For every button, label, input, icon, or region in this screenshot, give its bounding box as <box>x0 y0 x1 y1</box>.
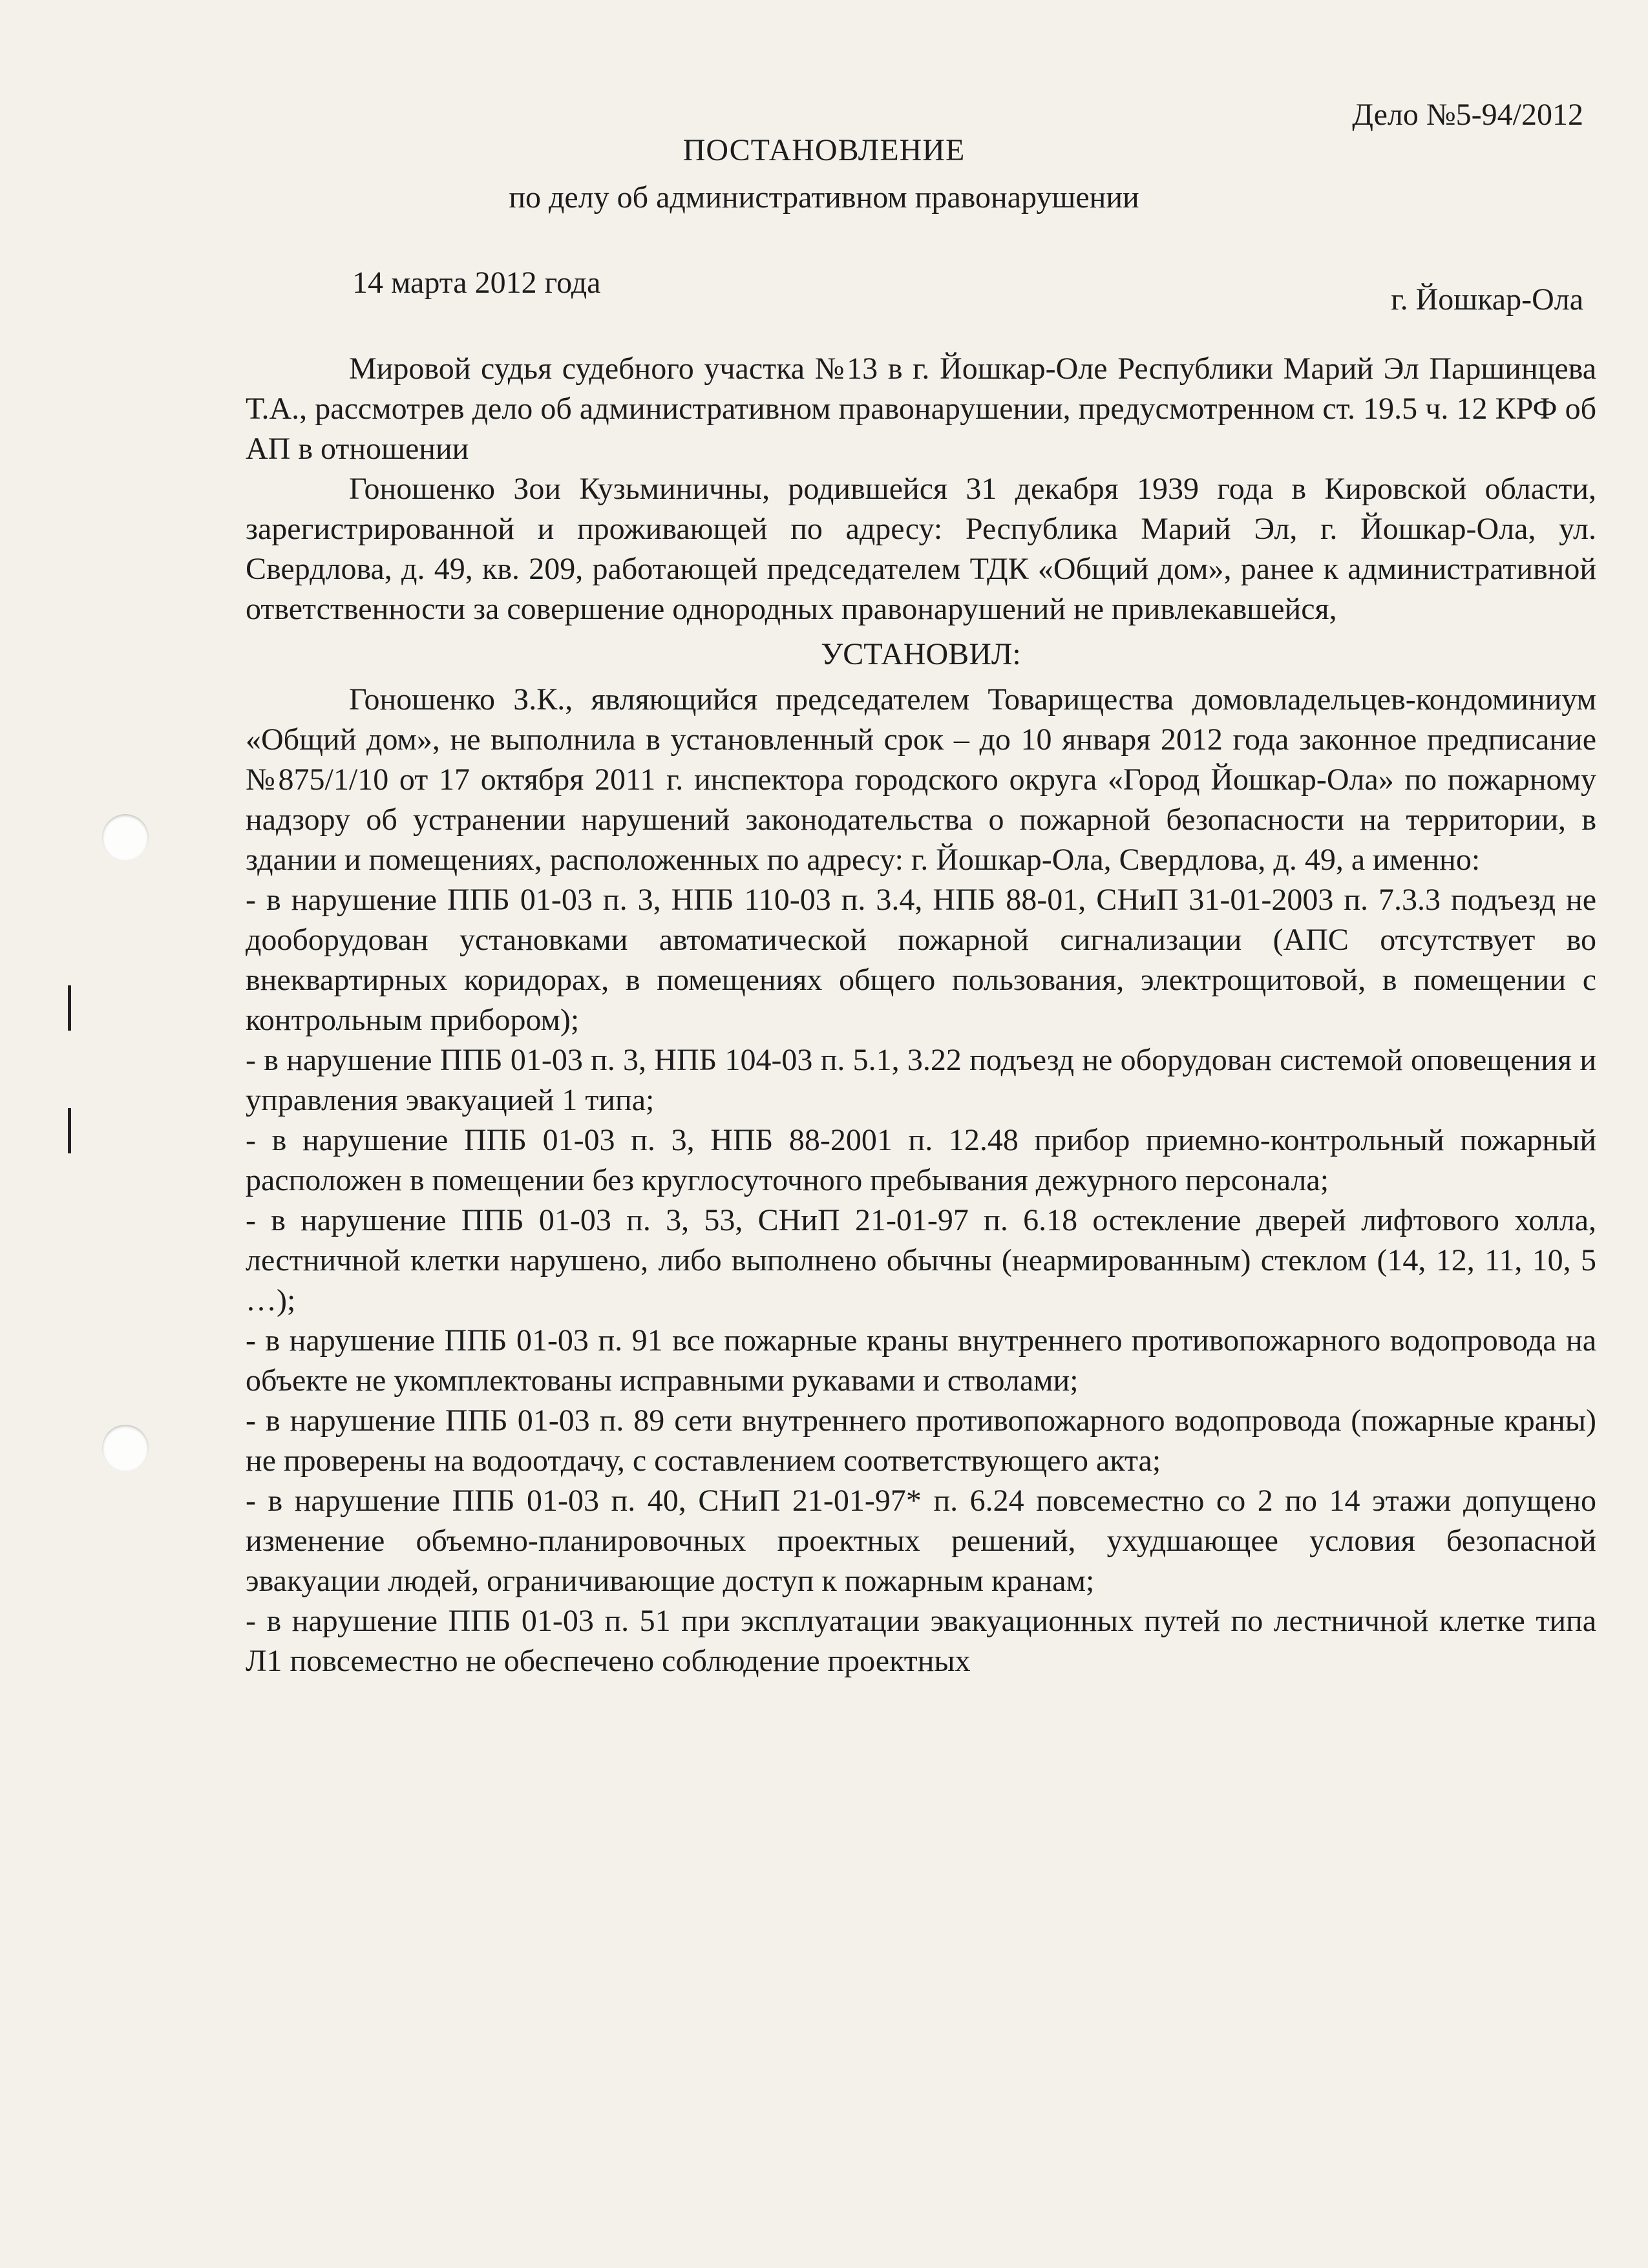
violation-item: - в нарушение ППБ 01-03 п. 3, 53, СНиП 21-01-97 п. 6.18 остекление дверей лифтового холла, лестничной клетки нарушено, либо выполнено обычны (неармированным) стеклом (14, 12, 11, 10, 5 …); <box>246 1203 1596 1318</box>
decision-city: г. Йошкар-Ола <box>1391 282 1583 317</box>
margin-mark <box>68 1108 71 1153</box>
decision-date: 14 марта 2012 года <box>352 266 601 300</box>
document-title: ПОСТАНОВЛЕНИЕ <box>682 133 966 167</box>
case-number: Дело №5-94/2012 <box>1352 98 1583 132</box>
document-body <box>246 349 1596 1681</box>
document-subtitle: по делу об административном правонарушении <box>509 180 1139 215</box>
violation-item: - в нарушение ППБ 01-03 п. 3, НПБ 110-03 п. 3.4, НПБ 88-01, СНиП 31-01-2003 п. 7.3.3 подъезд не дооборудован установками автоматической пожарной сигнализации (АПС отсутствует во внеквартирных коридорах, в помещениях общего пользования, электрощитовой, в помещении с контрольным прибором); <box>246 883 1596 1037</box>
violation-item: - в нарушение ППБ 01-03 п. 51 при эксплуатации эвакуационных путей по лестничной клетке типа Л1 повсеместно не обеспечено соблюдение проектных <box>246 1604 1596 1678</box>
punch-hole <box>102 814 149 861</box>
margin-mark <box>68 985 71 1031</box>
violation-item: - в нарушение ППБ 01-03 п. 3, НПБ 88-2001 п. 12.48 прибор приемно-контрольный пожарный расположен в помещении без круглосуточного пребывания дежурного персонала; <box>246 1123 1596 1197</box>
punch-hole <box>102 1425 149 1471</box>
section-heading: УСТАНОВИЛ: <box>821 637 1021 671</box>
violation-item: - в нарушение ППБ 01-03 п. 91 все пожарные краны внутреннего противопожарного водопровода на объекте не укомплектованы исправными рукавами и стволами; <box>246 1323 1596 1398</box>
violation-item: - в нарушение ППБ 01-03 п. 3, НПБ 104-03 п. 5.1, 3.22 подъезд не оборудован системой оповещения и управления эвакуацией 1 типа; <box>246 1043 1596 1117</box>
violation-item: - в нарушение ППБ 01-03 п. 89 сети внутреннего противопожарного водопровода (пожарные краны) не проверены на водоотдачу, с составлением соответствующего акта; <box>246 1403 1596 1478</box>
defendant-paragraph: Гоношенко Зои Кузьминичны, родившейся 31 декабря 1939 года в Кировской области, зарегистрированной и проживающей по адресу: Республика Марий Эл, г. Йошкар-Ола, ул. Свердлова, д. 49, кв. 209, работающей председателем ТДК «Общий дом», ранее к административной ответственности за совершение однородных правонарушений не привлекавшейся, <box>246 472 1596 626</box>
intro-paragraph: Мировой судья судебного участка №13 в г. Йошкар-Оле Республики Марий Эл Паршинцева Т.А., рассмотрев дело об административном правонарушении, предусмотренном ст. 19.5 ч. 12 КРФ об АП в отношении <box>246 352 1596 466</box>
established-paragraph: Гоношенко З.К., являющийся председателем Товарищества домовладельцев-кондоминиум «Общий дом», не выполнила в установленный срок – до 10 января 2012 года законное предписание №875/1/10 от 17 октября 2011 г. инспектора городского округа «Город Йошкар-Ола» по пожарному надзору об устранении нарушений законодательства о пожарной безопасности на территории, в здании и помещениях, расположенных по адресу: г. Йошкар-Ола, Свердлова, д. 49, а именно: <box>246 682 1596 877</box>
violation-item: - в нарушение ППБ 01-03 п. 40, СНиП 21-01-97* п. 6.24 повсеместно со 2 по 14 этажи допущено изменение объемно-планировочных проектных решений, ухудшающее условия безопасной эвакуации людей, ограничивающие доступ к пожарным кранам; <box>246 1484 1596 1598</box>
